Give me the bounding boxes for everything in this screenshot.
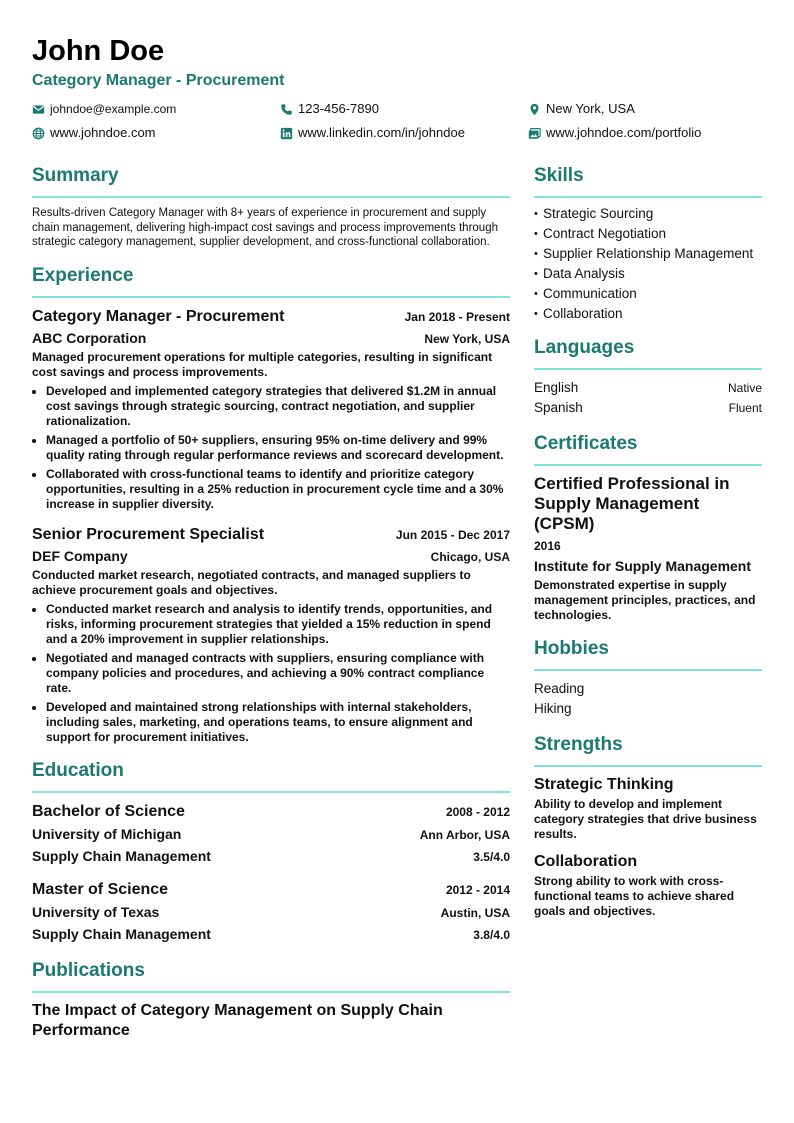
gpa: 3.8/4.0 bbox=[473, 927, 510, 942]
contact-location bbox=[528, 100, 762, 118]
strength-entry bbox=[534, 775, 762, 842]
contact-phone-text: 123-456-7890 bbox=[298, 101, 379, 116]
publications-section bbox=[32, 959, 510, 1041]
email-icon bbox=[32, 103, 45, 116]
resume-header bbox=[32, 34, 762, 142]
strength-description: Ability to develop and implement category strategies that drive business results. bbox=[534, 797, 757, 841]
company-name: ABC Corporation bbox=[32, 329, 147, 346]
strength-entry bbox=[534, 852, 762, 919]
skills-list bbox=[534, 206, 762, 322]
strength-title: Strategic Thinking bbox=[534, 776, 674, 793]
summary-text: Results-driven Category Manager with 8+ years of experience in procurement and supply chain management, delivering high-impact cost savings and process improvements through strategic category management, supplier development, and cross-functional collaboration. bbox=[32, 207, 498, 248]
contact-email-text: johndoe@example.com bbox=[50, 102, 177, 116]
certificate-issuer: Institute for Supply Management bbox=[534, 558, 752, 574]
school-name: University of Michigan bbox=[32, 825, 182, 842]
portfolio-icon bbox=[528, 127, 541, 140]
language-level: Fluent bbox=[728, 401, 762, 415]
language-name: English bbox=[534, 380, 579, 395]
contact-location-text: New York, USA bbox=[546, 101, 635, 116]
skill-item: • Communication bbox=[534, 286, 762, 302]
contact-portfolio[interactable] bbox=[528, 124, 762, 142]
candidate-headline: Category Manager - Procurement bbox=[32, 72, 285, 89]
contact-linkedin[interactable] bbox=[280, 124, 528, 142]
contact-linkedin-text: www.linkedin.com/in/johndoe bbox=[298, 125, 465, 140]
job-location: New York, USA bbox=[424, 331, 510, 346]
contact-portfolio-text: www.johndoe.com/portfolio bbox=[546, 125, 702, 140]
company-name: DEF Company bbox=[32, 547, 128, 564]
contact-website-text: www.johndoe.com bbox=[50, 125, 156, 140]
strengths-heading: Strengths bbox=[534, 733, 762, 767]
hobbies-heading: Hobbies bbox=[534, 637, 762, 671]
certificate-description: Demonstrated expertise in supply management principles, practices, and technologies. bbox=[534, 578, 756, 622]
hobbies-section bbox=[534, 637, 762, 719]
education-entry bbox=[32, 879, 510, 945]
certificate-title: Certified Professional in Supply Management (CPSM) bbox=[534, 474, 730, 533]
hobby-item: Reading bbox=[534, 681, 585, 696]
skill-item: • Collaboration bbox=[534, 306, 762, 322]
linkedin-icon bbox=[280, 127, 293, 140]
phone-icon bbox=[280, 103, 293, 116]
job-bullet: • Developed and maintained strong relationships with internal stakeholders, including sales, marketing, and operations teams, to ensure alignment and support for procurement initiatives. bbox=[46, 700, 510, 745]
education-heading: Education bbox=[32, 759, 510, 793]
languages-section bbox=[534, 336, 762, 418]
candidate-name: John Doe bbox=[32, 35, 165, 67]
language-item bbox=[534, 378, 762, 398]
summary-section bbox=[32, 164, 510, 250]
contact-phone[interactable] bbox=[280, 100, 528, 118]
skills-heading: Skills bbox=[534, 164, 762, 198]
school-location: Ann Arbor, USA bbox=[419, 827, 510, 842]
gpa: 3.5/4.0 bbox=[473, 849, 510, 864]
certificates-section bbox=[534, 432, 762, 623]
skill-item: • Strategic Sourcing bbox=[534, 206, 762, 222]
certificates-heading: Certificates bbox=[534, 432, 762, 466]
education-dates: 2008 - 2012 bbox=[445, 804, 510, 819]
job-bullet: • Developed and implemented category strategies that delivered $1.2M in annual cost savings through strategic sourcing, contract negotiation, and supplier rationalization. bbox=[46, 384, 510, 429]
skill-item: • Data Analysis bbox=[534, 266, 762, 282]
school-location: Austin, USA bbox=[440, 905, 510, 920]
job-bullet: • Negotiated and managed contracts with suppliers, ensuring compliance with company policies and procedures, and achieving a 90% contract compliance rate. bbox=[46, 651, 510, 696]
field-of-study: Supply Chain Management bbox=[32, 847, 211, 864]
language-level: Native bbox=[727, 381, 762, 395]
job-bullets bbox=[32, 602, 510, 745]
field-of-study: Supply Chain Management bbox=[32, 925, 211, 942]
job-bullet: • Conducted market research and analysis to identify trends, opportunities, and risks, informing procurement strategies that yielded a 15% reduction in spend and a 20% improvement in supplier relationships. bbox=[46, 602, 510, 647]
job-bullet: • Collaborated with cross-functional teams to identify and prioritize category opportunities, resulting in a 25% reduction in procurement cycle time and a 30% increase in supplier diversity. bbox=[46, 467, 510, 512]
strength-title: Collaboration bbox=[534, 853, 638, 870]
publications-heading: Publications bbox=[32, 959, 510, 993]
contact-email[interactable] bbox=[32, 100, 280, 118]
school-name: University of Texas bbox=[32, 903, 160, 920]
experience-heading: Experience bbox=[32, 264, 510, 298]
contact-info bbox=[32, 100, 762, 142]
location-pin-icon bbox=[528, 103, 541, 116]
contact-website[interactable] bbox=[32, 124, 280, 142]
left-column bbox=[32, 164, 510, 1055]
strengths-section bbox=[534, 733, 762, 919]
job-location: Chicago, USA bbox=[430, 549, 510, 564]
experience-entry bbox=[32, 306, 510, 512]
skill-item: • Contract Negotiation bbox=[534, 226, 762, 242]
education-dates: 2012 - 2014 bbox=[445, 882, 510, 897]
skills-section bbox=[534, 164, 762, 322]
skill-item: • Supplier Relationship Management bbox=[534, 246, 762, 262]
job-description: Conducted market research, negotiated contracts, and managed suppliers to achieve procurement goals and objectives. bbox=[32, 567, 471, 597]
certificate-year: 2016 bbox=[534, 539, 561, 553]
strength-description: Strong ability to work with cross-functional teams to achieve shared goals and objectives. bbox=[534, 874, 735, 918]
job-dates: Jan 2018 - Present bbox=[404, 309, 510, 324]
language-name: Spanish bbox=[534, 400, 583, 415]
right-column bbox=[534, 164, 762, 1055]
experience-entry bbox=[32, 524, 510, 745]
job-title: Category Manager - Procurement bbox=[32, 307, 285, 325]
summary-heading: Summary bbox=[32, 164, 510, 198]
globe-icon bbox=[32, 127, 45, 140]
experience-section bbox=[32, 264, 510, 745]
language-item bbox=[534, 398, 762, 418]
education-section bbox=[32, 759, 510, 945]
languages-heading: Languages bbox=[534, 336, 762, 370]
hobby-item: Hiking bbox=[534, 701, 572, 716]
job-bullets bbox=[32, 384, 510, 512]
job-bullet: • Managed a portfolio of 50+ suppliers, ensuring 95% on-time delivery and 99% quality rating through regular performance reviews and scorecard development. bbox=[46, 433, 510, 463]
certificate-entry bbox=[534, 474, 762, 623]
job-title: Senior Procurement Specialist bbox=[32, 525, 265, 543]
publication-title: The Impact of Category Management on Supply Chain Performance bbox=[32, 1001, 443, 1039]
job-dates: Jun 2015 - Dec 2017 bbox=[395, 527, 510, 542]
education-entry bbox=[32, 801, 510, 867]
degree-name: Bachelor of Science bbox=[32, 802, 185, 820]
degree-name: Master of Science bbox=[32, 880, 169, 898]
resume-columns bbox=[32, 164, 762, 1055]
job-description: Managed procurement operations for multiple categories, resulting in significant cost savings and process improvements. bbox=[32, 349, 493, 379]
